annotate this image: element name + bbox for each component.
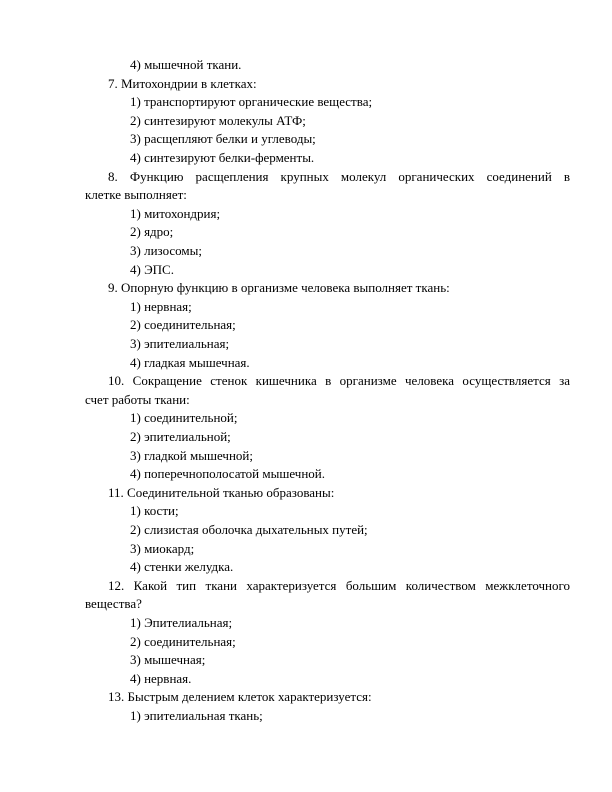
answer-option: 4) гладкая мышечная. [130,355,250,370]
answer-option: 2) соединительная; [130,317,236,332]
answer-option: 3) миокард; [130,541,195,556]
question-13: 13. Быстрым делением клеток характеризуется: [108,689,372,704]
answer-option: 2) синтезируют молекулы АТФ; [130,113,306,128]
answer-option: 4) синтезируют белки-ферменты. [130,150,315,165]
answer-option: 1) соединительной; [130,410,238,425]
answer-option: 2) ядро; [130,224,174,239]
question-10-continuation: счет работы ткани: [85,392,190,407]
question-12: 12. Какой тип ткани характеризуется большим количеством межклеточного [108,578,570,593]
answer-option: 2) слизистая оболочка дыхательных путей; [130,522,368,537]
answer-option: 2) эпителиальной; [130,429,231,444]
question-11: 11. Соединительной тканью образованы: [108,485,335,500]
answer-option: 4) ЭПС. [130,262,174,277]
question-12-continuation: вещества? [85,596,142,611]
answer-option: 1) митохондрия; [130,206,221,221]
answer-option: 3) расщепляют белки и углеводы; [130,131,316,146]
answer-option: 3) мышечная; [130,652,206,667]
question-9: 9. Опорную функцию в организме человека выполняет ткань: [108,280,450,295]
answer-option: 3) гладкой мышечной; [130,448,253,463]
answer-option: 1) транспортируют органические вещества; [130,94,373,109]
question-8: 8. Функцию расщепления крупных молекул органических соединений в [108,169,570,184]
answer-option: 1) кости; [130,503,179,518]
answer-option: 2) соединительная; [130,634,236,649]
answer-option: 1) эпителиальная ткань; [130,708,263,723]
answer-option: 1) Эпителиальная; [130,615,233,630]
answer-option: 1) нервная; [130,299,192,314]
question-10: 10. Сокращение стенок кишечника в организме человека осуществляется за [108,373,570,388]
answer-option: 4) мышечной ткани. [130,57,242,72]
question-8-continuation: клетке выполняет: [85,187,187,202]
answer-option: 4) стенки желудка. [130,559,234,574]
answer-option: 3) эпителиальная; [130,336,230,351]
question-7: 7. Митохондрии в клетках: [108,76,257,91]
answer-option: 3) лизосомы; [130,243,203,258]
answer-option: 4) нервная. [130,671,192,686]
answer-option: 4) поперечнополосатой мышечной. [130,466,325,481]
